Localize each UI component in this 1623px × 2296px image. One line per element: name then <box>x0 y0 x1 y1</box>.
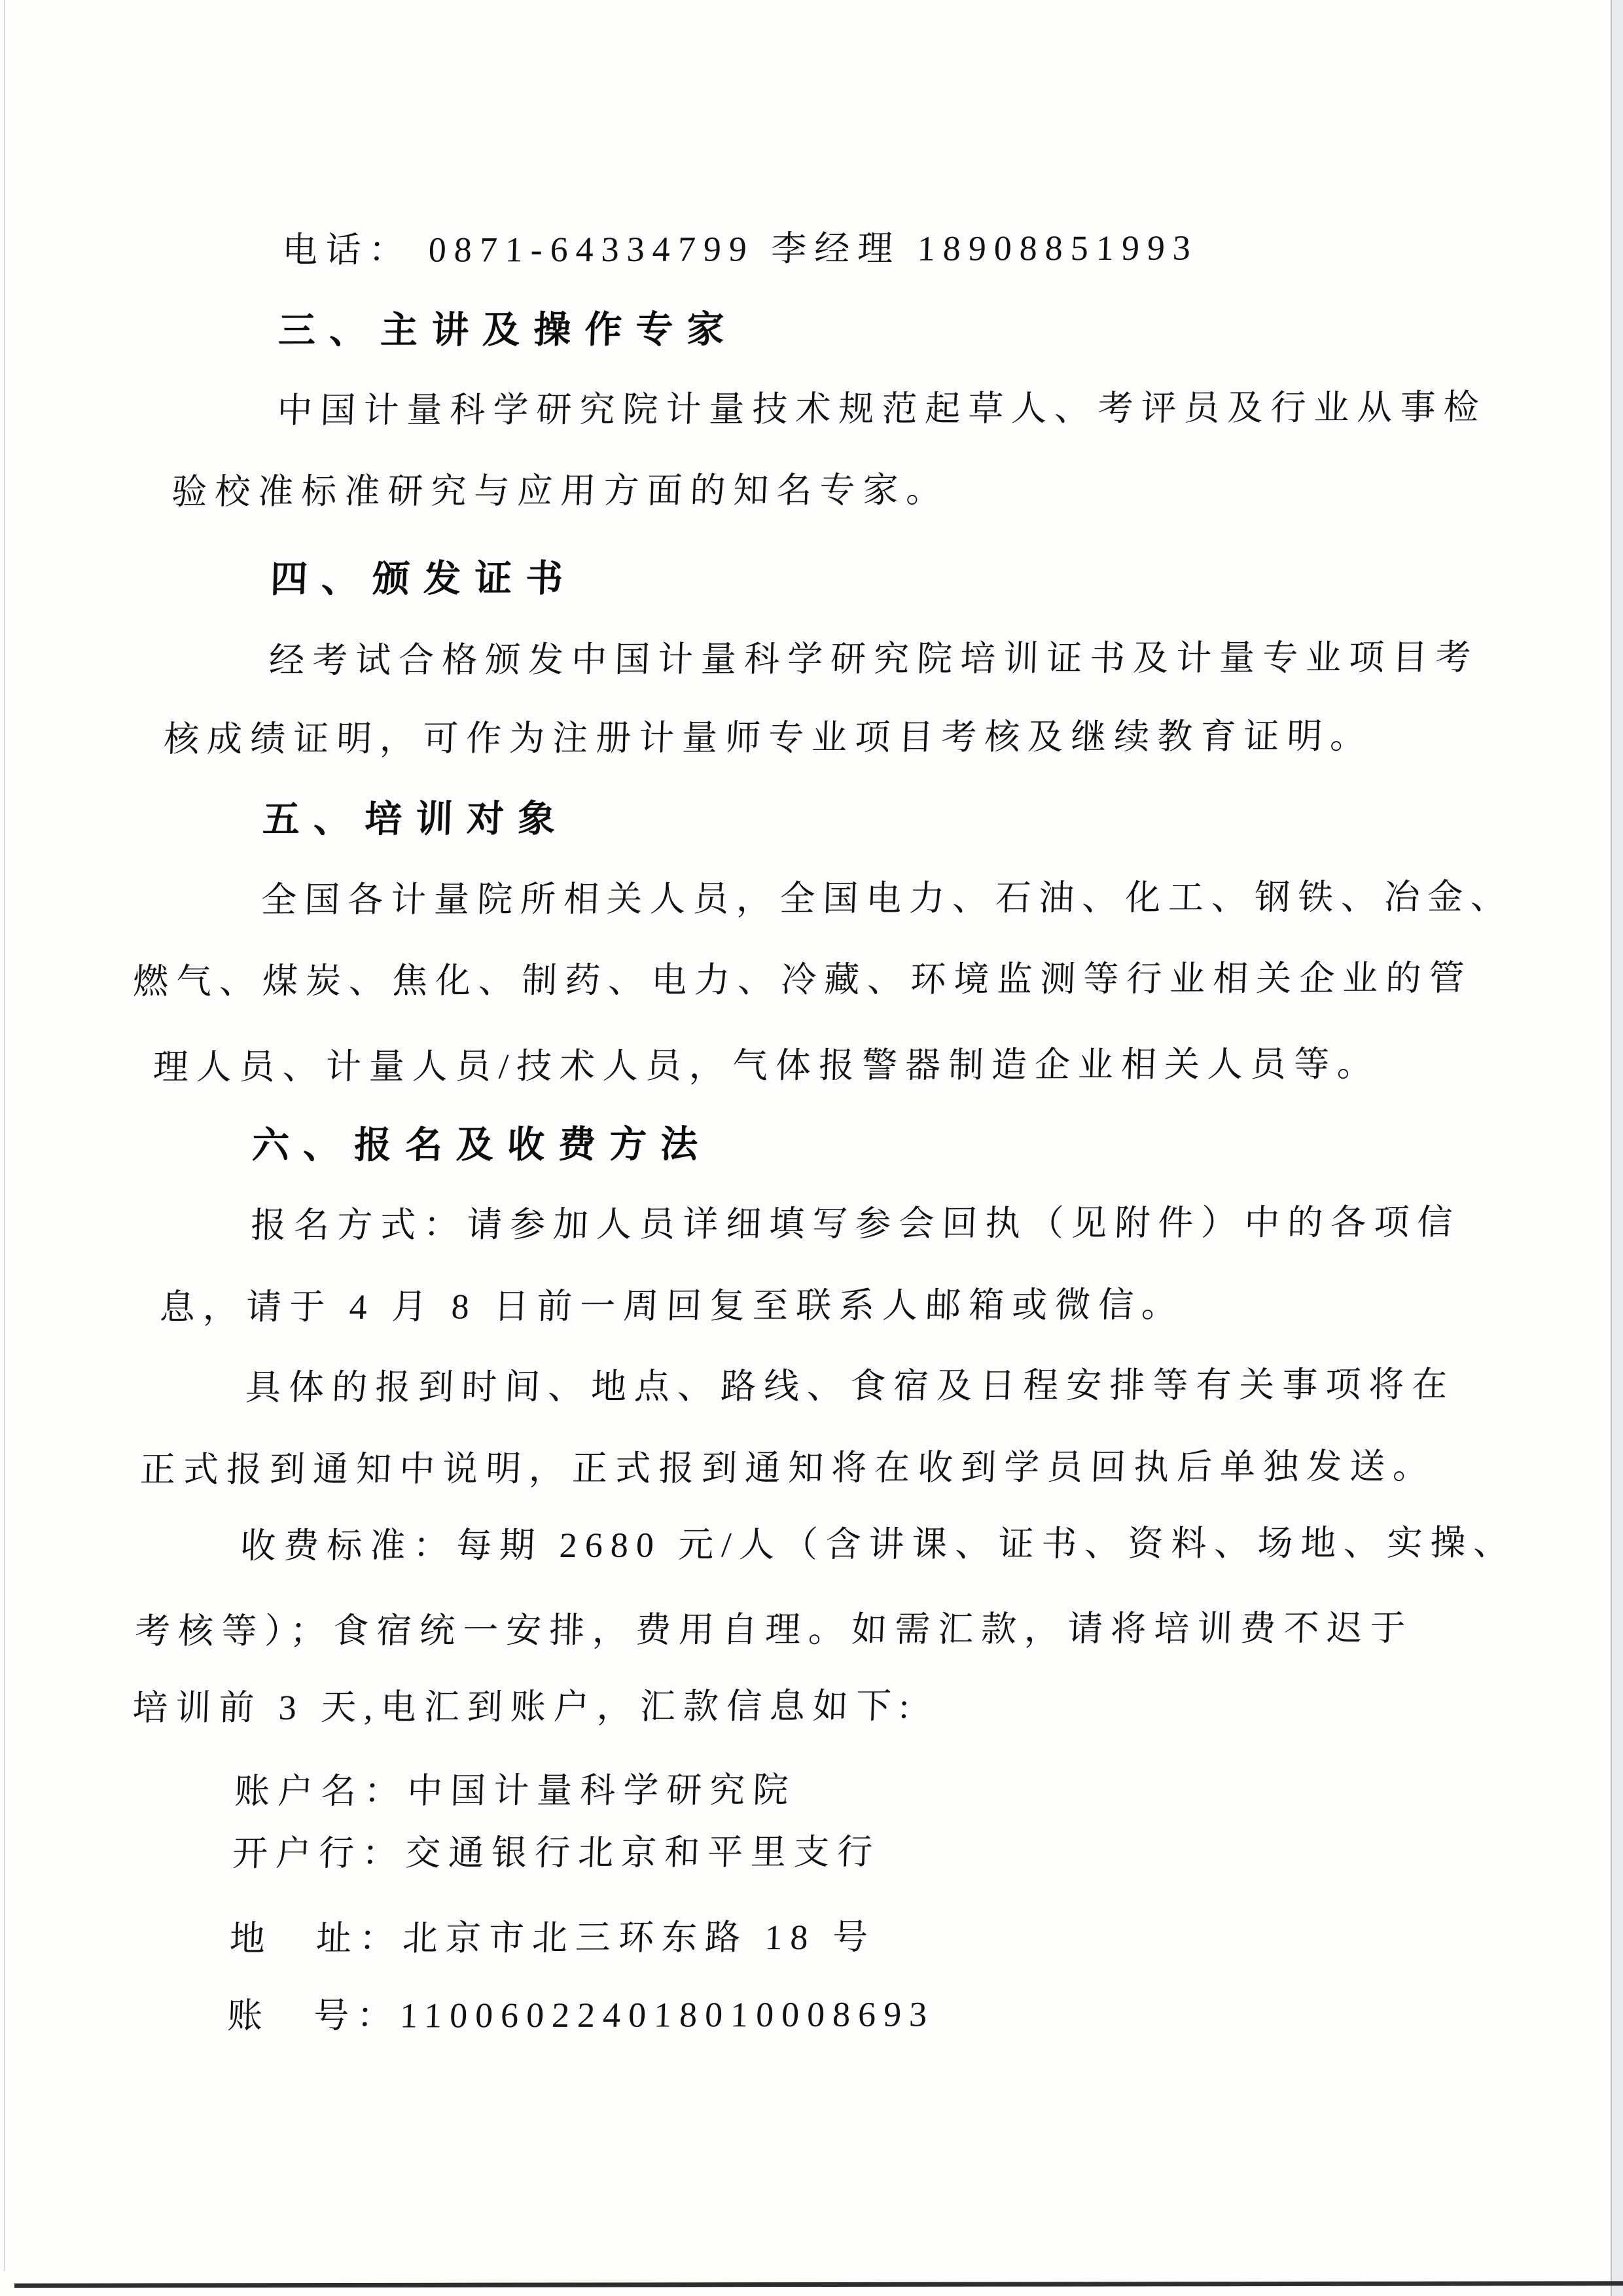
checkin-info-line-1: 具体的报到时间、地点、路线、食宿及日程安排等有关事项将在 <box>245 1365 1456 1408</box>
account-name-line: 账户名：中国计量科学研究院 <box>234 1770 797 1812</box>
contact-phone-line: 电话： 0871-64334799 李经理 18908851993 <box>281 228 1199 270</box>
experts-paragraph-line-1: 中国计量科学研究院计量技术规范起草人、考评员及行业从事检 <box>276 387 1488 431</box>
bank-line: 开户行：交通银行北京和平里支行 <box>232 1832 882 1874</box>
certificate-paragraph-line-2: 核成绩证明，可作为注册计量师专业项目考核及继续教育证明。 <box>163 716 1374 759</box>
experts-paragraph-line-2: 验校准标准研究与应用方面的知名专家。 <box>171 470 950 512</box>
heading-section-4-certificate: 四、颁发证书 <box>270 558 578 601</box>
trainees-paragraph-line-1: 全国各计量院所相关人员，全国电力、石油、化工、钢铁、冶金、 <box>260 877 1515 920</box>
heading-section-3-experts: 三、主讲及操作专家 <box>277 308 739 352</box>
certificate-paragraph-line-1: 经考试合格颁发中国计量科学研究院培训证书及计量专业项目考 <box>268 637 1480 681</box>
fee-standard-line-2: 考核等）；食宿统一安排，费用自理。如需汇款，请将培训费不迟于 <box>134 1608 1414 1651</box>
heading-section-6-registration: 六、报名及收费方法 <box>251 1123 713 1167</box>
checkin-info-line-2: 正式报到通知中说明，正式报到通知将在收到学员回执后单独发送。 <box>139 1446 1437 1490</box>
fee-standard-line-1: 收费标准：每期 2680 元/人（含讲课、证书、资料、场地、实操、 <box>240 1523 1518 1566</box>
trainees-paragraph-line-3: 理人员、计量人员/技术人员，气体报警器制造企业相关人员等。 <box>152 1044 1382 1087</box>
trainees-paragraph-line-2: 燃气、煤炭、焦化、制药、电力、冷藏、环境监测等行业相关企业的管 <box>132 958 1473 1001</box>
scan-edge-left-artifact <box>4 0 5 2271</box>
registration-method-line-1: 报名方式：请参加人员详细填写参会回执（见附件）中的各项信 <box>250 1202 1461 1246</box>
account-number-line: 账 号：110060224018010008693 <box>226 1994 936 2036</box>
heading-section-5-trainees: 五、培训对象 <box>262 798 570 841</box>
address-line: 地 址：北京市北三环东路 18 号 <box>228 1917 877 1959</box>
registration-method-line-2: 息，请于 4 月 8 日前一周回复至联系人邮箱或微信。 <box>159 1285 1186 1327</box>
scan-edge-right-artifact <box>1611 0 1623 2296</box>
fee-standard-line-3: 培训前 3 天,电汇到账户，汇款信息如下: <box>132 1686 918 1728</box>
